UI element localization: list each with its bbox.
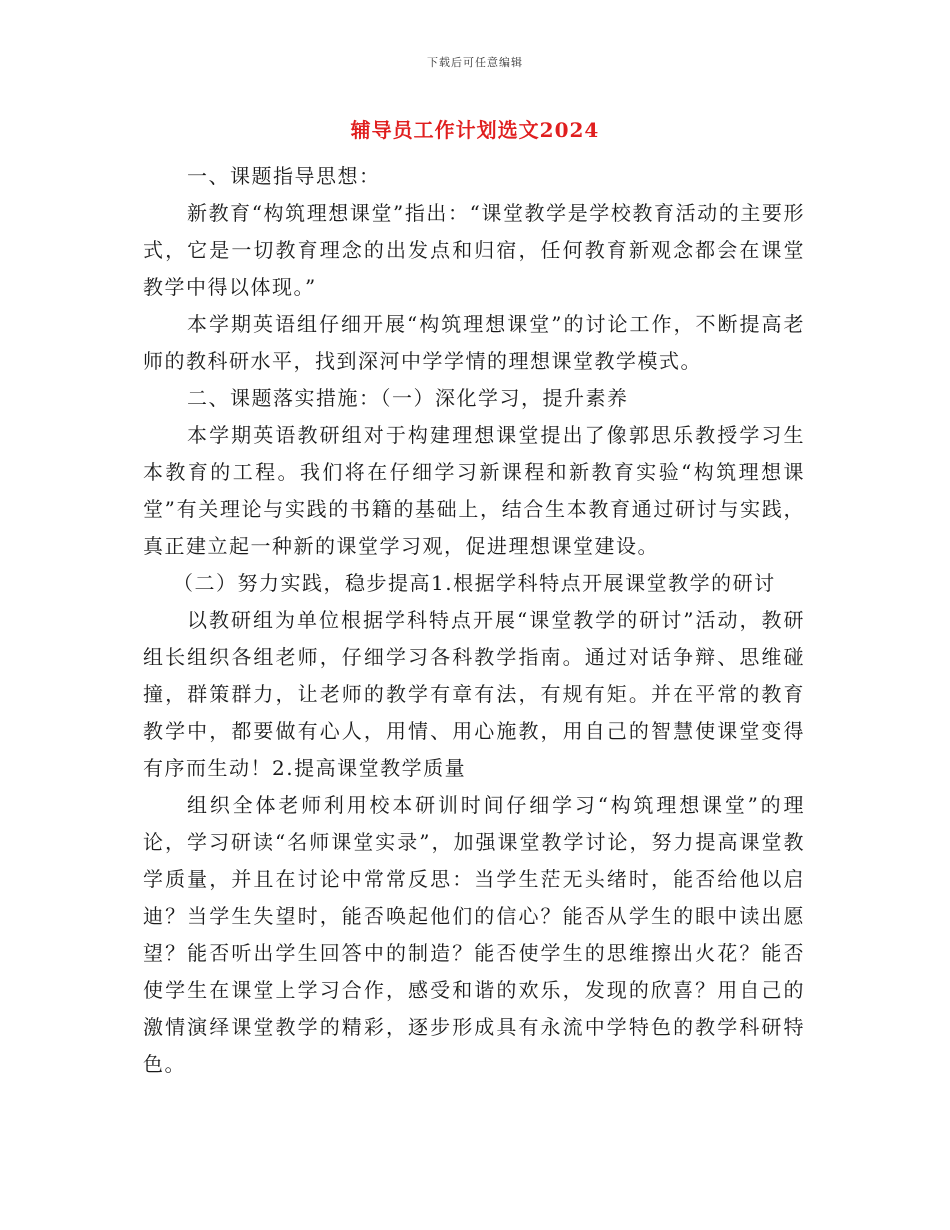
subsection-heading-practice: （二）努力实践，稳步提高1.根据学科特点开展课堂教学的研讨 [173,571,776,595]
header-note: 下载后可任意编辑 [427,56,523,69]
section-heading-measures: 二、课题落实措施：（一）深化学习，提升素养 [187,386,629,410]
section-heading-guiding-thought: 一、课题指导思想： [187,164,381,188]
paragraph: 以教研组为单位根据学科特点开展“课堂教学的研讨”活动，教研组长组织各组老师，仔细学习各科教学指南。通过对话争辩、思维碰撞，群策群力，让老师的教学有章有法，有规有矩。并在平常的教育教学中，都要做有心人，用情、用心施教，用自己的智慧使课堂变得有序而生动！2.提高课堂教学质量 [143,608,805,780]
document-body [143,158,805,1083]
paragraph: 新教育“构筑理想课堂”指出：“课堂教学是学校教育活动的主要形式，它是一切教育理念的出发点和归宿，任何教育新观念都会在课堂教学中得以体现。” [143,201,805,299]
document-title: 辅导员工作计划选文2024 [350,118,600,142]
paragraph: 组织全体老师利用校本研训时间仔细学习“构筑理想课堂”的理论，学习研读“名师课堂实录”，加强课堂教学讨论，努力提高课堂教学质量，并且在讨论中常常反思：当学生茫无头绪时，能否给他以启迪？当学生失望时，能否唤起他们的信心？能否从学生的眼中读出愿望？能否听出学生回答中的制造？能否使学生的思维擦出火花？能否使学生在课堂上学习合作，感受和谐的欢乐，发现的欣喜？用自己的激情演绎课堂教学的精彩，逐步形成具有永流中学特色的教学科研特色。 [143,793,805,1076]
paragraph: 本学期英语教研组对于构建理想课堂提出了像郭思乐教授学习生本教育的工程。我们将在仔细学习新课程和新教育实验“构筑理想课堂”有关理论与实践的书籍的基础上，结合生本教育通过研讨与实践，真正建立起一种新的课堂学习观，促进理想课堂建设。 [143,423,805,558]
paragraph: 本学期英语组仔细开展“构筑理想课堂”的讨论工作，不断提高老师的教科研水平，找到深河中学学情的理想课堂教学模式。 [143,312,805,373]
